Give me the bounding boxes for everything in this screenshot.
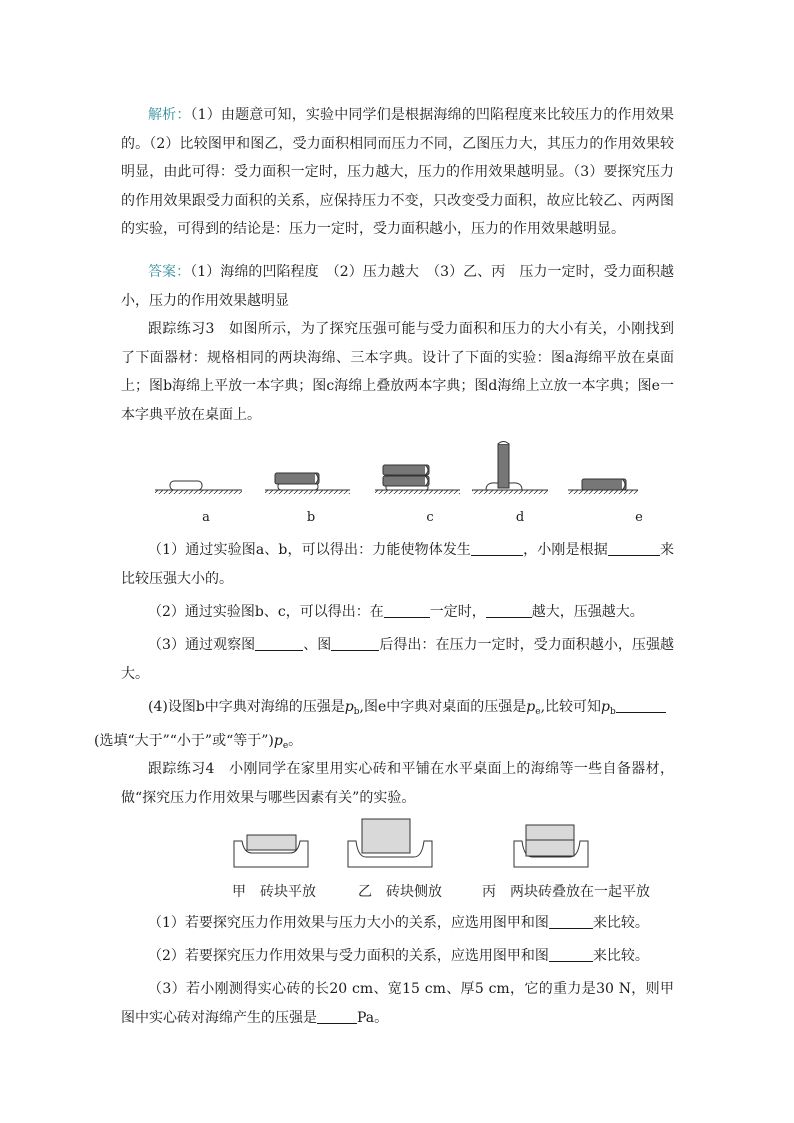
answer-paragraph — [121, 258, 674, 315]
exercise4-q3: （3）若小刚测得实心砖的长20 cm、宽15 cm、厚5 cm，它的重力是30 N，则甲图中实心砖对海绵产生的压强是 Pa。 — [121, 981, 674, 1026]
figure-e — [568, 479, 638, 494]
figure-jia — [234, 835, 308, 867]
analysis-text: （1）由题意可知，实验中同学们是根据海绵的凹陷程度来比较压力的作用效果的。（2）比较图甲和图乙，受力面积相同而压力不同，乙图压力大，其压力的作用效果较明显，由此可得：受力面积一定时，压力越大，压力的作用效果越明显。（3）要探究压力的作用效果跟受力面积的关系，应保持压力不变，只改变受力面积，故应比较乙、丙两图的实验，可得到的结论是：压力一定时，受力面积越小，压力的作用效果越明显。 — [121, 107, 675, 237]
answer-blank[interactable] — [486, 601, 532, 618]
analysis-paragraph — [121, 101, 674, 244]
caption-yi: 乙 砖块侧放 — [358, 884, 442, 900]
fig-label-c: c — [426, 510, 434, 525]
exercise3-intro: 跟踪练习3 如图所示，为了探究压强可能与受力面积和压力的大小有关，小刚找到了下面器材：规格相同的两块海绵、三本字典。设计了下面的实验：图a海绵平放在桌面上；图b海绵上平放一本字典；图c海绵上叠放两本字典；图d海绵上立放一本字典；图e一本字典平放在桌面上。 — [121, 321, 674, 423]
figure-yi — [348, 819, 432, 867]
exercise3-figure — [150, 438, 640, 498]
figure-a — [155, 481, 242, 494]
figure-b — [265, 473, 350, 494]
exercise4-q2: （2）若要探究压力作用效果与受力面积的关系，应选用图甲和图 来比较。 — [121, 942, 674, 971]
exercise3-q4: (4)设图b中字典对海绵的压强是$p_b$,图e中字典对桌面的压强是$p_e$,比较可知$p_b$ (选填“大于”“小于”或“等于$”)p_e$。 — [121, 693, 674, 760]
fig-label-b: b — [306, 510, 316, 525]
figure-bing — [514, 825, 588, 867]
answer-blank[interactable] — [255, 634, 303, 651]
exercise4-figure — [232, 815, 592, 871]
analysis-label: 解析： — [148, 107, 191, 123]
fig-label-a: a — [202, 510, 210, 525]
exercise3-q2: （2）通过实验图b、c，可以得出：在 一定时， 越大，压强越大。 — [121, 598, 674, 627]
fig-label-d: d — [515, 510, 525, 525]
exercise3-q3: （3）通过观察图 、图 后得出：在压力一定时，受力面积越小，压强越大。 — [121, 631, 674, 688]
answer-blank[interactable] — [549, 945, 593, 962]
figure-d — [472, 442, 548, 495]
fig-label-e: e — [635, 510, 643, 525]
caption-bing: 丙 两块砖叠放在一起平放 — [482, 884, 650, 900]
answer-blank[interactable] — [608, 539, 660, 556]
answer-blank[interactable] — [317, 1007, 357, 1024]
answer-blank[interactable] — [384, 601, 430, 618]
answer-blank[interactable] — [549, 912, 593, 929]
figure-c — [375, 465, 460, 494]
answer-blank[interactable] — [471, 539, 523, 556]
exercise3-q1: （1）通过实验图a、b，可以得出：力能使物体发生 ，小刚是根据 来比较压强大小的。 — [121, 536, 674, 593]
exercise4-q1: （1）若要探究压力作用效果与压力大小的关系，应选用图甲和图 来比较。 — [121, 909, 674, 938]
exercise4-intro: 跟踪练习4 小刚同学在家里用实心砖和平铺在水平桌面上的海绵等一些自备器材，做“探究压力作用效果与哪些因素有关”的实验。 — [121, 761, 674, 806]
caption-jia: 甲 砖块平放 — [232, 884, 316, 900]
answer-label: 答案： — [148, 264, 191, 280]
answer-blank[interactable] — [616, 696, 666, 713]
answer-blank[interactable] — [331, 634, 379, 651]
answer-text: （1）海绵的凹陷程度 （2）压力越大 （3）乙、丙 压力一定时，受力面积越小，压力的作用效果越明显 — [121, 264, 674, 309]
